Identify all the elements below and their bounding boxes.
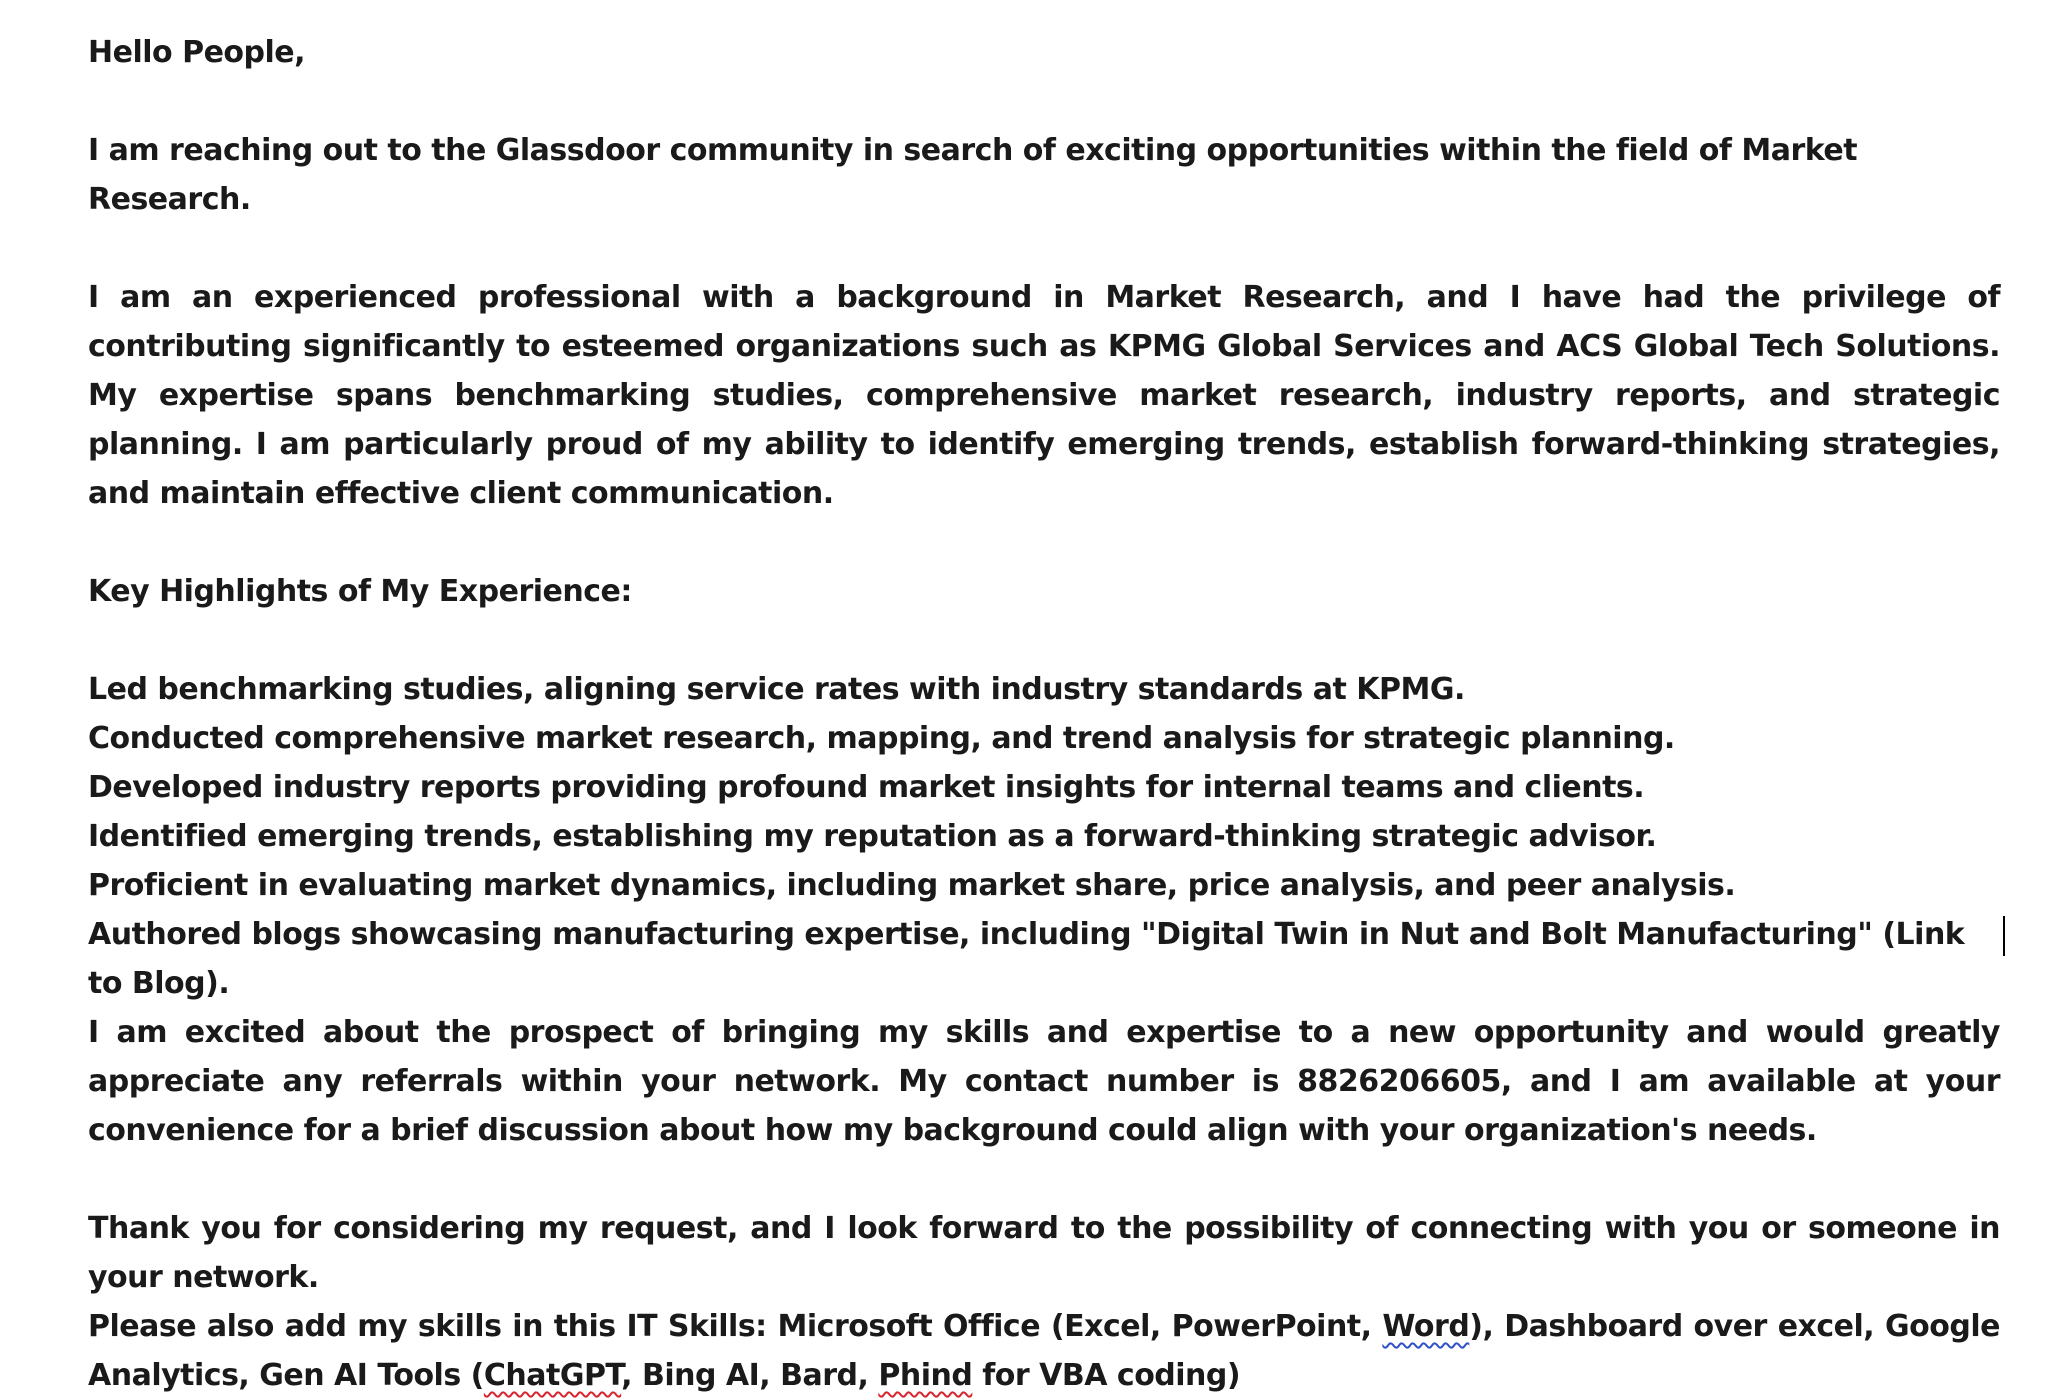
skills-text-between: , Bing AI, Bard, [621, 1358, 879, 1393]
text-cursor [2003, 916, 2005, 956]
document-body[interactable] [88, 28, 2000, 1400]
request-paragraph: I am excited about the prospect of bringing my skills and expertise to a new opportunity and would greatly appreciate any referrals within your network. My contact number is 8826206605, and I am available at your convenience for a brief discussion about how my background could align with your organization's needs. [88, 1015, 2000, 1148]
skills-text-middle: ), Dashboard over excel, Google Analytics, Gen AI Tools ( [88, 1309, 2000, 1393]
skills-paragraph [88, 1302, 2000, 1400]
highlights-heading: Key Highlights of My Experience: [88, 574, 632, 609]
highlight-item: Identified emerging trends, establishing my reputation as a forward-thinking strategic advisor. [88, 819, 1657, 854]
highlight-item: Led benchmarking studies, aligning service rates with industry standards at KPMG. [88, 672, 1465, 707]
intro-paragraph: I am reaching out to the Glassdoor community in search of exciting opportunities within the field of Market Research. [88, 133, 1858, 217]
skills-text-prefix: Please also add my skills in this IT Skills: Microsoft Office (Excel, PowerPoint, [88, 1309, 1383, 1344]
grammar-flagged-word[interactable]: Word [1382, 1309, 1470, 1344]
highlight-item: Conducted comprehensive market research, mapping, and trend analysis for strategic planning. [88, 721, 1675, 756]
background-paragraph: I am an experienced professional with a background in Market Research, and I have had the privilege of contributing significantly to esteemed organizations such as KPMG Global Services and ACS Global Tech Solutions. My expertise spans benchmarking studies, comprehensive market research, industry reports, and strategic planning. I am particularly proud of my ability to identify emerging trends, establish forward-thinking strategies, and maintain effective client communication. [88, 280, 2000, 511]
highlight-item: Developed industry reports providing profound market insights for internal teams and clients. [88, 770, 1645, 805]
skills-text-suffix: for VBA coding) [972, 1358, 1241, 1393]
spelling-flagged-word[interactable]: ChatGPT [483, 1358, 622, 1393]
highlight-item: Proficient in evaluating market dynamics, including market share, price analysis, and peer analysis. [88, 868, 1736, 903]
highlight-item: Authored blogs showcasing manufacturing expertise, including "Digital Twin in Nut and Bolt Manufacturing" (Link to Blog). [88, 917, 1965, 1001]
greeting-line: Hello People, [88, 35, 306, 70]
spelling-flagged-word[interactable]: Phind [878, 1358, 973, 1393]
thanks-paragraph: Thank you for considering my request, and I look forward to the possibility of connecting with you or someone in your network. [88, 1211, 2000, 1295]
